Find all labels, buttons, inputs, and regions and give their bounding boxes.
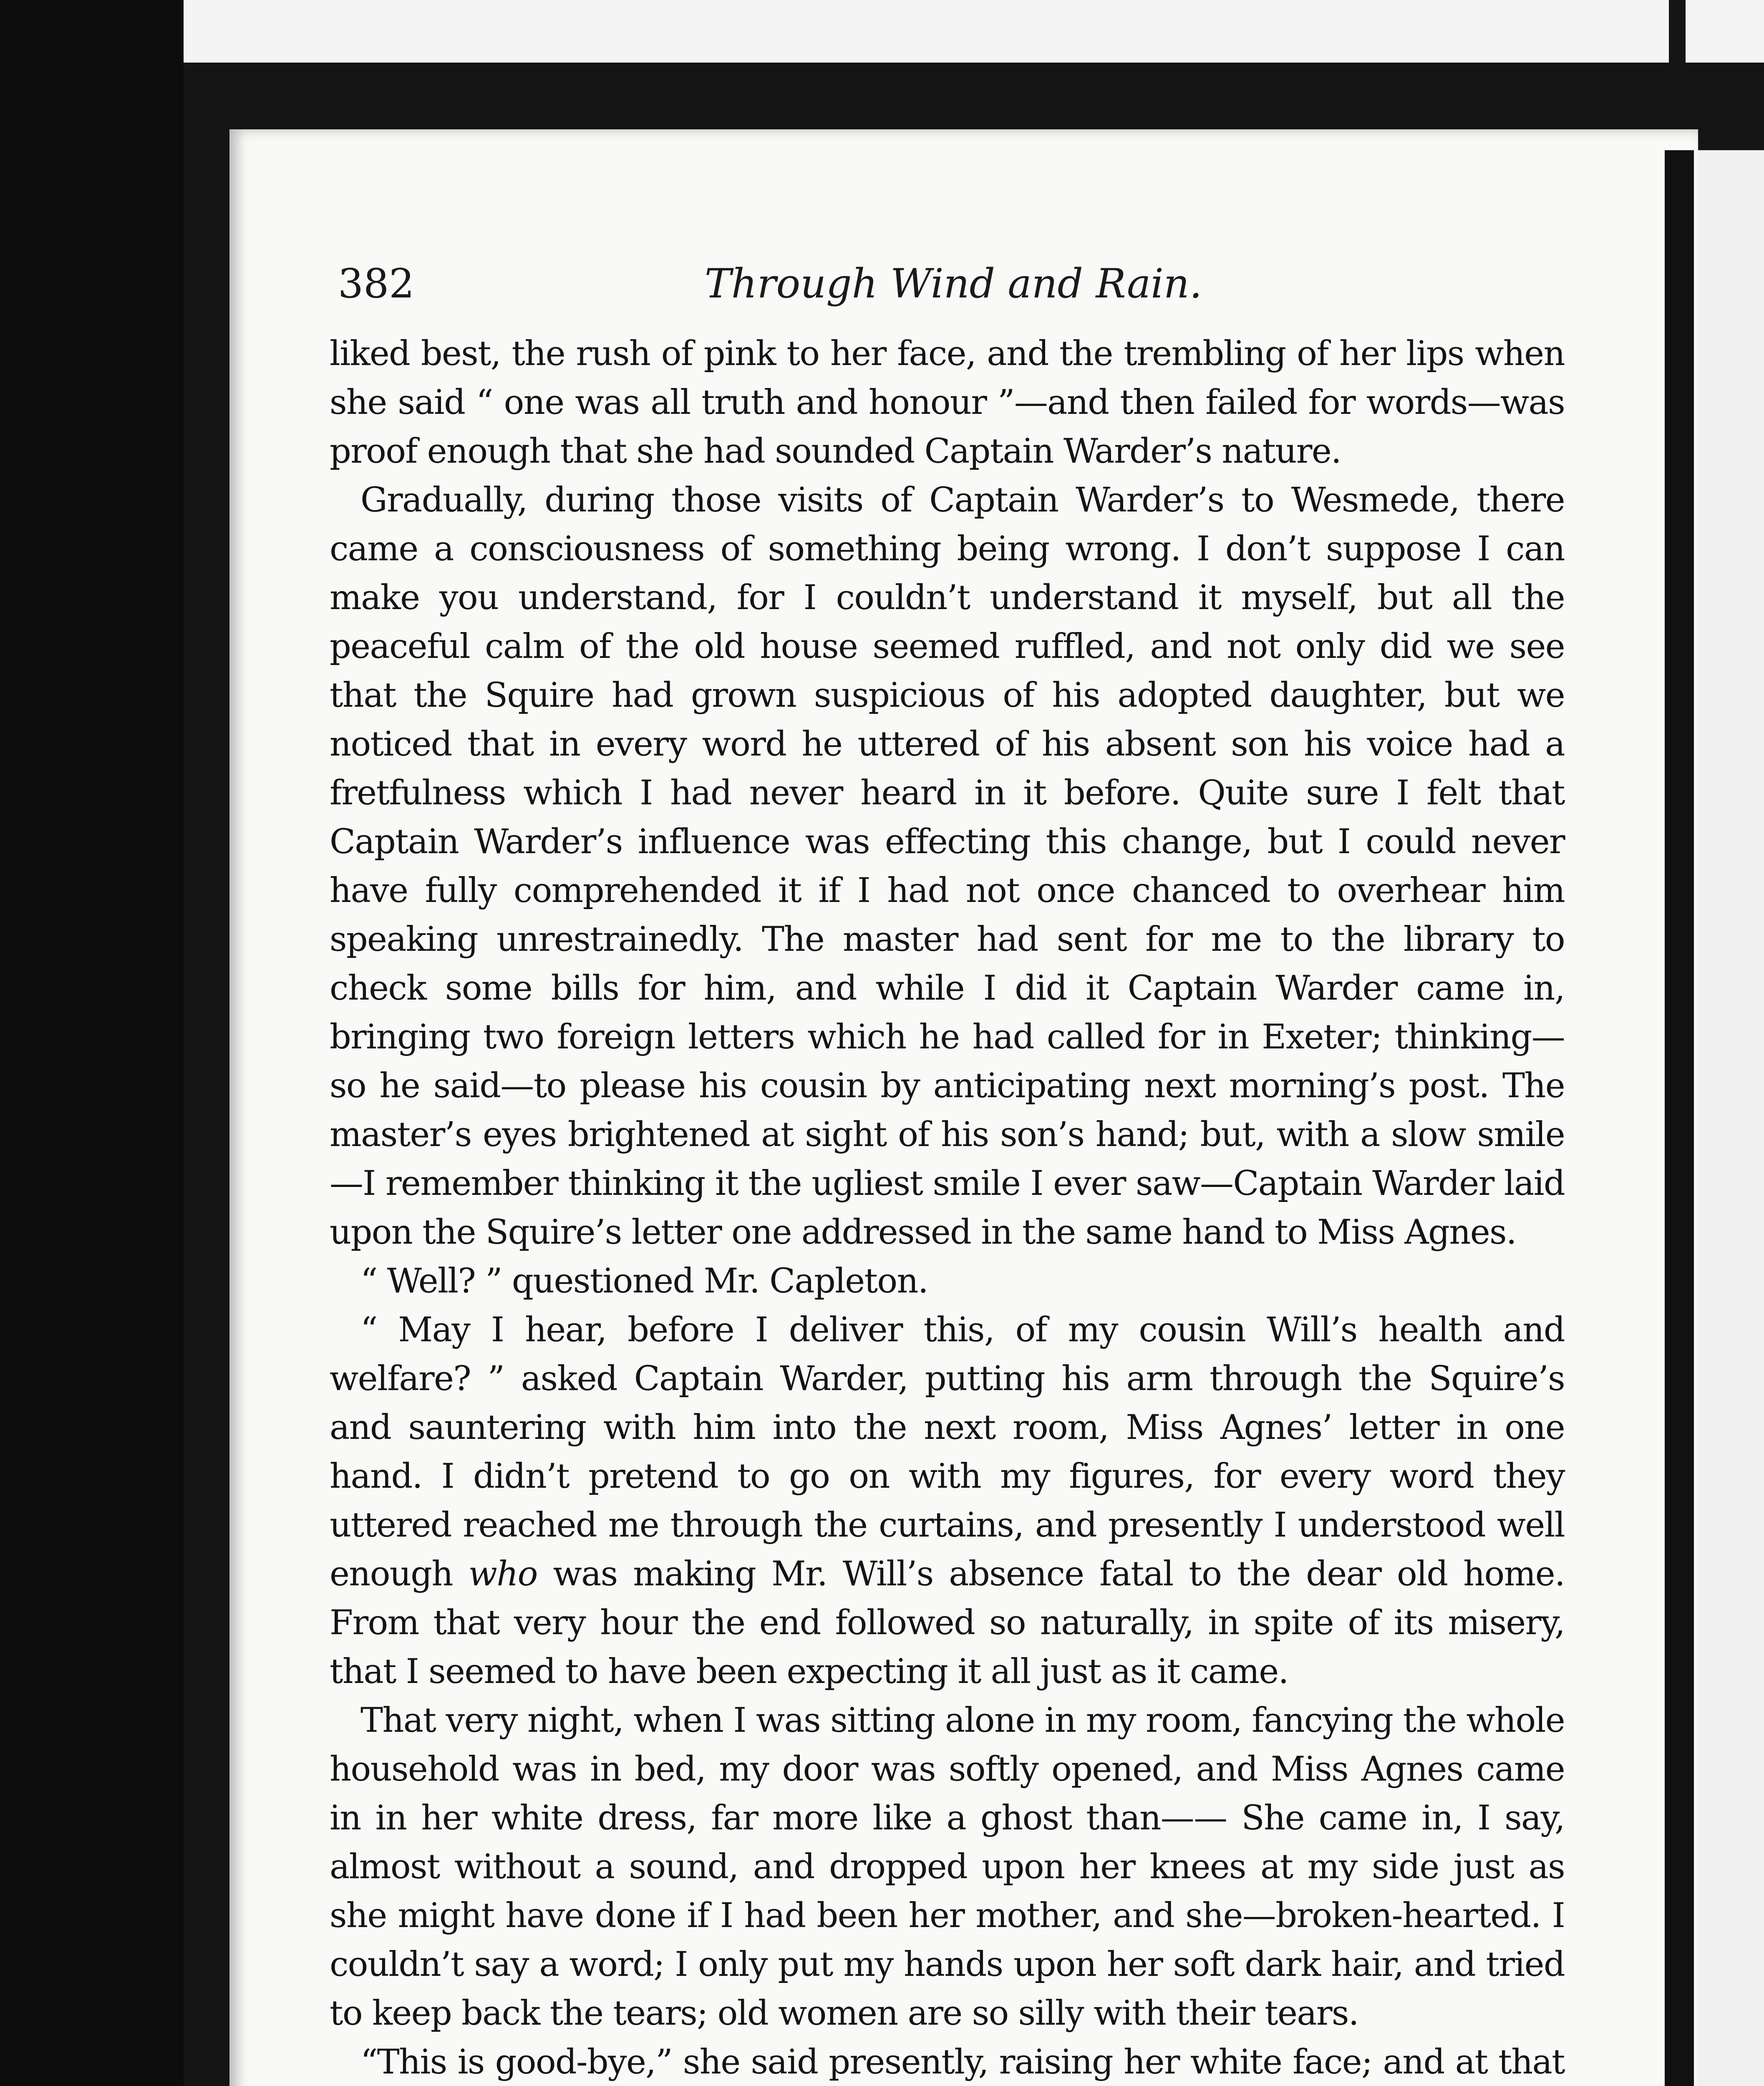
paragraph-text: “ May I hear, before I deliver this, of my cousin Will’s health and welfare? ” asked Captain Warder, putting his arm through the Squire’s and sauntering with him into the next room, Miss Agnes’ letter in one hand. I didn’t pretend to go on with my figures, for every word they uttered reached me through the curtains, and presently I understood well enough bbox=[330, 1310, 1565, 1594]
paragraph bbox=[330, 2038, 1565, 2086]
scan-left-margin bbox=[0, 0, 184, 2086]
paragraph-text: was making Mr. Will’s absence fatal to the dear old home. From that very hour the end followed so naturally, in spite of its misery, that I seemed to have been expecting it all just as it came. bbox=[330, 1554, 1565, 1691]
page-gutter-shadow bbox=[1665, 150, 1694, 2086]
previous-page-edge-right bbox=[1686, 0, 1764, 63]
facing-page-edge bbox=[1694, 150, 1764, 2086]
italic-word: who bbox=[468, 1554, 537, 1594]
previous-page-edge bbox=[184, 0, 1669, 63]
page-body bbox=[330, 330, 1565, 2086]
running-title: Through Wind and Rain. bbox=[704, 260, 1202, 307]
paragraph: liked best, the rush of pink to her face, and the trembling of her lips when she said “ one was all truth and honour ”—and then failed for words—was proof enough that she had sounded Captain Warder’s nature. bbox=[330, 334, 1565, 471]
paragraph-text: “This is good-bye,” she said presently, raising her white face; and at that bbox=[360, 2043, 1565, 2082]
paragraph: That very night, when I was sitting alone in my room, fancying the whole household was in bed, my door was softly opened, and Miss Agnes came in in her white dress, far more like a ghost than—— She came in, I say, almost without a sound, and dropped upon her knees at my side just as she might have done if I had been her mother, and she—broken-hearted. I couldn’t say a word; I only put my hands upon her soft dark hair, and tried to keep back the tears; old women are so silly with their tears. bbox=[330, 1701, 1565, 2033]
page-header bbox=[338, 259, 1569, 317]
paragraph bbox=[330, 1306, 1565, 1696]
page-number: 382 bbox=[338, 260, 415, 307]
paragraph: “ Well? ” questioned Mr. Capleton. bbox=[360, 1262, 928, 1301]
paragraph: Gradually, during those visits of Captain Warder’s to Wesmede, there came a consciousness of something being wrong. I don’t suppose I can make you understand, for I couldn’t understand it myself, but all the peaceful calm of the old house seemed ruffled, and not only did we see that the Squire had grown suspicious of his adopted daughter, but we noticed that in every word he uttered of his absent son his voice had a fretfulness which I had never heard in it before. Quite sure I felt that Captain Warder’s influence was effecting this change, but I could never have fully comprehended it if I had not once chanced to overhear him speaking unrestrainedly. The master had sent for me to the library to check some bills for him, and while I did it Captain Warder came in, bringing two foreign letters which he had called for in Exeter; thinking—so he said—to please his cousin by anticipating next morning’s post. The master’s eyes brightened at sight of his son’s hand; but, with a slow smile—I remember thinking it the ugliest smile I ever saw—Captain Warder laid upon the Squire’s letter one addressed in the same hand to Miss Agnes. bbox=[330, 481, 1565, 1252]
